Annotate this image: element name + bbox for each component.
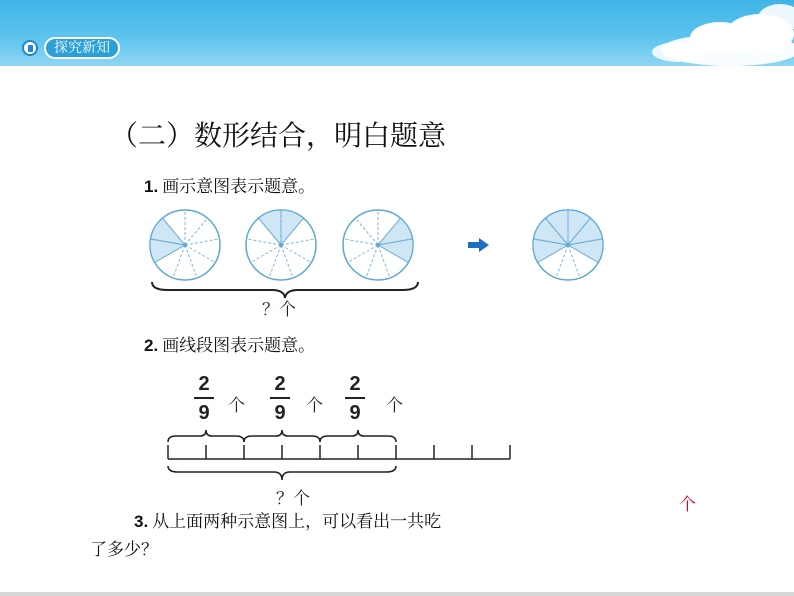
fraction-2-denominator: 9 [274, 402, 286, 424]
fraction-3-numerator: 2 [349, 373, 361, 395]
segment-unit: 个 [293, 489, 310, 509]
fraction-3 [345, 373, 365, 424]
pies-question-mark: ？ [262, 300, 279, 320]
segment-question-mark: ？ [276, 489, 293, 509]
fraction-brace [168, 430, 244, 442]
fraction-1 [194, 373, 214, 424]
line-segment-diagram [160, 424, 520, 508]
fraction-brace [244, 430, 320, 442]
fraction-2 [270, 373, 290, 424]
section-badge-label: 探究新知 [44, 37, 120, 59]
fraction-2-unit: 个 [306, 396, 323, 416]
answer-unit: 个 [679, 495, 696, 515]
step-2-number: 2. [144, 336, 159, 355]
pie-3-center [376, 243, 380, 247]
fraction-1-bar [194, 397, 214, 399]
fraction-1-numerator: 2 [198, 373, 210, 395]
pie-2-center [279, 243, 283, 247]
total-brace [168, 466, 396, 480]
fraction-1-unit: 个 [228, 396, 245, 416]
page-title: （二）数形结合，明白题意 [110, 119, 447, 152]
step-3-heading [134, 507, 441, 532]
result-pie-center [566, 243, 570, 247]
fraction-2-bar [270, 397, 290, 399]
step-1-text: 画示意图表示题意。 [162, 177, 316, 197]
fraction-2-numerator: 2 [274, 373, 286, 395]
fraction-3-bar [345, 397, 365, 399]
pies-unit: 个 [279, 300, 296, 320]
step-2-text: 画线段图表示题意。 [162, 336, 316, 356]
bottom-rule [0, 592, 794, 596]
section-badge [22, 37, 120, 59]
step-3-text-line1: 从上面两种示意图上，可以看出一共吃 [152, 512, 442, 532]
segment-brace-question [276, 484, 310, 509]
pie-chart-2 [244, 208, 318, 282]
fraction-3-unit: 个 [386, 396, 403, 416]
right-arrow-icon [468, 238, 490, 252]
result-pie-chart [531, 208, 605, 282]
step-3-text-line2: 了多少？ [90, 540, 158, 560]
fraction-3-denominator: 9 [349, 402, 361, 424]
step-3-number: 3. [134, 512, 149, 531]
fraction-1-denominator: 9 [198, 402, 210, 424]
step-2-heading [144, 331, 315, 356]
fraction-brace [320, 430, 396, 442]
pie-chart-1 [148, 208, 222, 282]
header-banner [0, 0, 794, 66]
cloud-decoration [610, 0, 794, 68]
step-1-number: 1. [144, 177, 159, 196]
pies-brace-question [262, 295, 296, 320]
pie-chart-3 [341, 208, 415, 282]
step-1-heading [144, 172, 315, 197]
badge-icon [22, 40, 38, 56]
pie-1-center [183, 243, 187, 247]
